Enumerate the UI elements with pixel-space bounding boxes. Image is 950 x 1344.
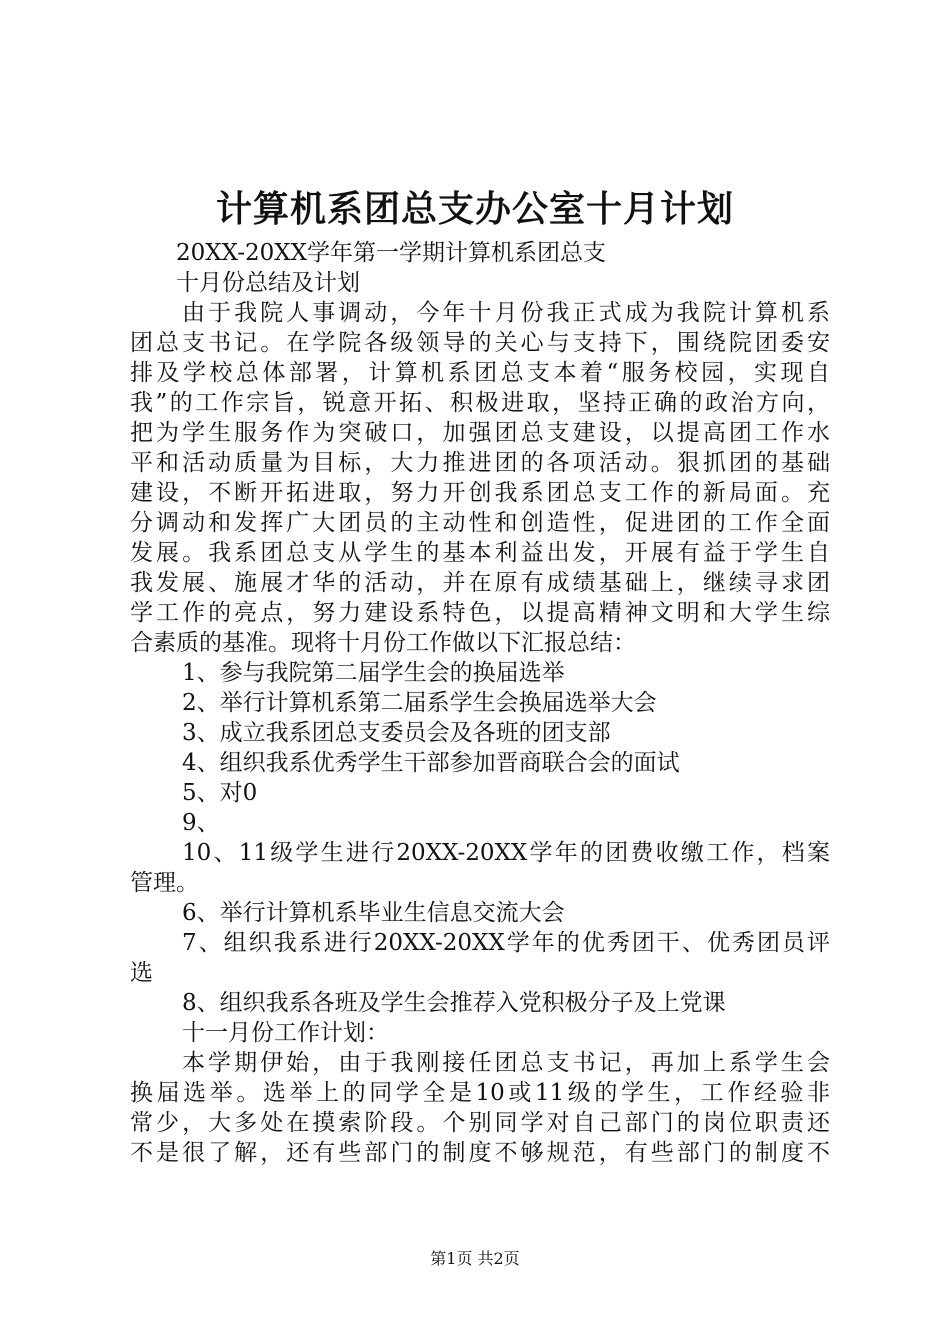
paragraph-line: 不是很了解，还有些部门的制度不够规范，有些部门的制度不 — [130, 1140, 830, 1166]
list-item: 1、参与我院第二届学生会的换届选举 — [182, 660, 565, 686]
paragraph-line: 我”的工作宗旨，锐意开拓、积极进取，坚持正确的政治方向， — [130, 390, 830, 416]
page-footer: 第1页 共2页 — [430, 1249, 520, 1268]
list-item-continuation: 选 — [130, 960, 153, 986]
subtitle-line: 20XX-20XX学年第一学期计算机系团总支 — [176, 240, 606, 266]
document-body — [130, 238, 830, 1168]
paragraph-line: 学工作的亮点，努力建设系特色，以提高精神文明和大学生综 — [130, 600, 830, 626]
paragraph-line: 由于我院人事调动，今年十月份我正式成为我院计算机系 — [182, 300, 830, 326]
list-item: 5、对0 — [182, 780, 258, 806]
list-item: 10、11级学生进行20XX-20XX学年的团费收缴工作，档案 — [182, 840, 830, 866]
section-heading: 十一月份工作计划： — [182, 1020, 389, 1046]
paragraph-line: 本学期伊始，由于我刚接任团总支书记，再加上系学生会 — [182, 1050, 830, 1076]
subtitle-line: 十月份总结及计划 — [176, 270, 360, 296]
list-item: 3、成立我系团总支委员会及各班的团支部 — [182, 720, 611, 746]
paragraph-line: 合素质的基准。现将十月份工作做以下汇报总结： — [130, 630, 636, 656]
list-item: 9、 — [182, 810, 220, 836]
paragraph-line: 把为学生服务作为突破口，加强团总支建设，以提高团工作水 — [130, 420, 830, 446]
list-item: 2、举行计算机系第二届系学生会换届选举大会 — [182, 690, 657, 716]
list-item: 6、举行计算机系毕业生信息交流大会 — [182, 900, 565, 926]
list-item: 7、组织我系进行20XX-20XX学年的优秀团干、优秀团员评 — [182, 930, 830, 956]
paragraph-line: 排及学校总体部署，计算机系团总支本着“服务校园，实现自 — [130, 360, 830, 386]
list-item: 8、组织我系各班及学生会推荐入党积极分子及上党课 — [182, 990, 726, 1016]
paragraph-line: 常少，大多处在摸索阶段。个别同学对自己部门的岗位职责还 — [130, 1110, 830, 1136]
paragraph-line: 建设，不断开拓进取，努力开创我系团总支工作的新局面。充 — [130, 480, 830, 506]
paragraph-line: 分调动和发挥广大团员的主动性和创造性，促进团的工作全面 — [130, 510, 830, 536]
document-title: 计算机系团总支办公室十月计划 — [215, 188, 734, 230]
paragraph-line: 发展。我系团总支从学生的基本利益出发，开展有益于学生自 — [130, 540, 830, 566]
paragraph-line: 换届选举。选举上的同学全是10或11级的学生，工作经验非 — [130, 1080, 830, 1106]
paragraph-line: 我发展、施展才华的活动，并在原有成绩基础上，继续寻求团 — [130, 570, 830, 596]
list-item: 4、组织我系优秀学生干部参加晋商联合会的面试 — [182, 750, 680, 776]
paragraph-line: 团总支书记。在学院各级领导的关心与支持下，围绕院团委安 — [130, 330, 830, 356]
paragraph-line: 平和活动质量为目标，大力推进团的各项活动。狠抓团的基础 — [130, 450, 830, 476]
list-item-continuation: 管理。 — [130, 870, 199, 896]
